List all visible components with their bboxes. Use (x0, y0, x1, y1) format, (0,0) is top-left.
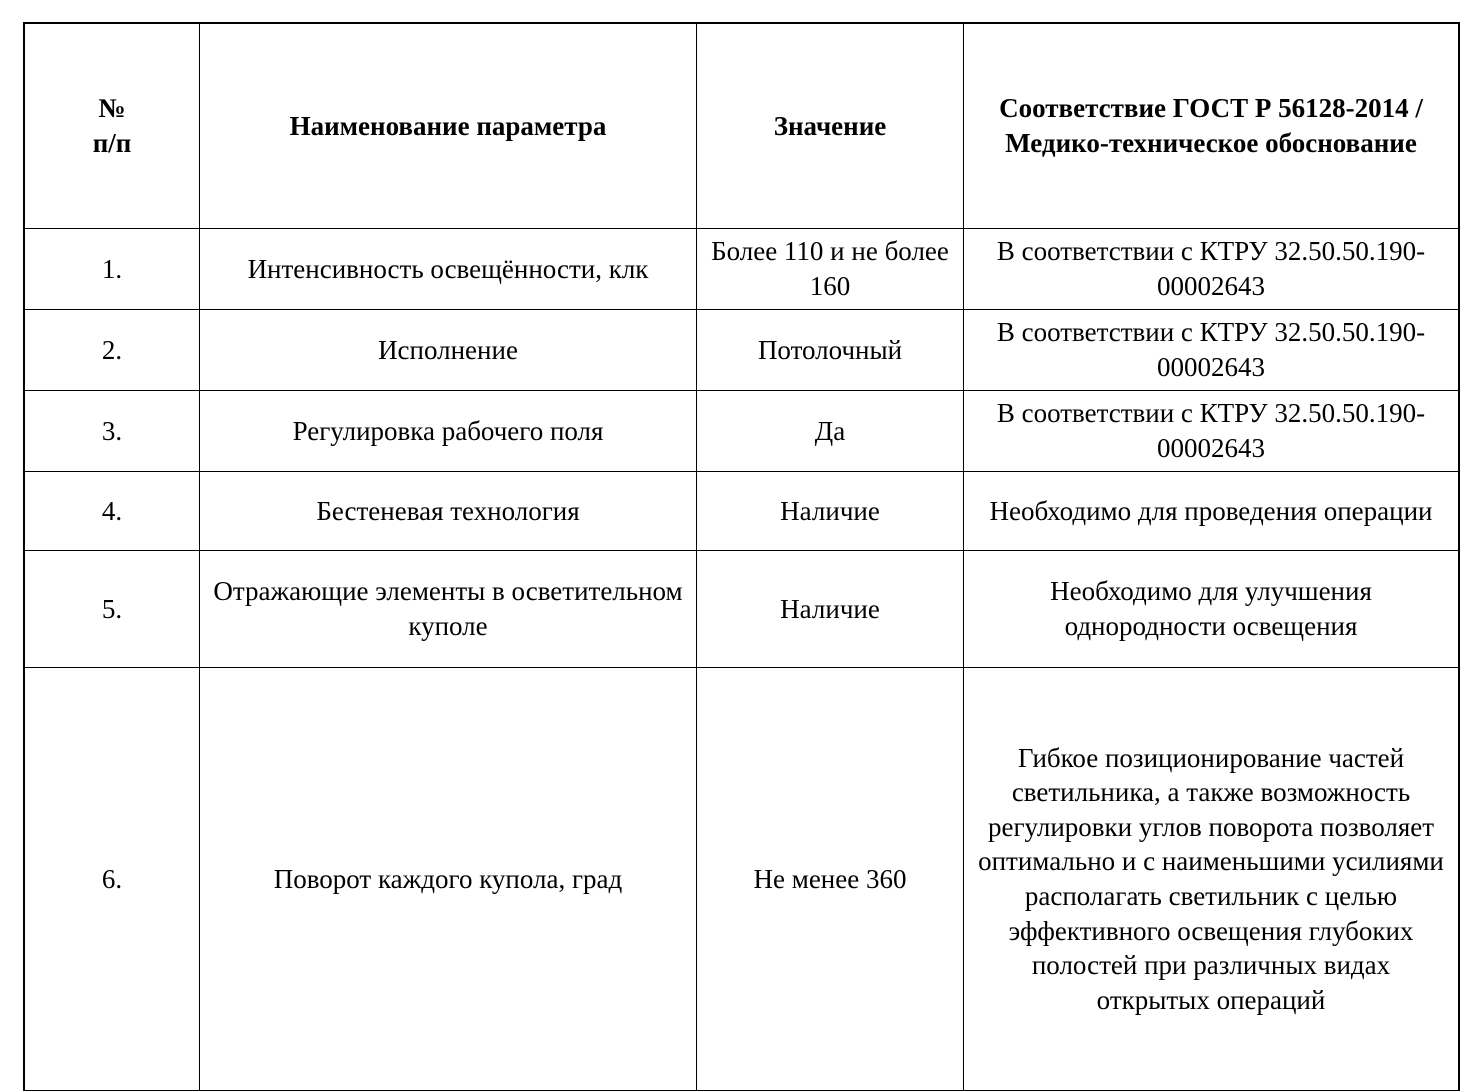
column-header-value: Значение (697, 24, 964, 229)
column-header-number-line1: № (98, 93, 126, 124)
column-header-number-line2: п/п (92, 128, 132, 158)
parameter-value: Да (697, 391, 964, 472)
parameter-value: Более 110 и не более 160 (697, 229, 964, 310)
row-number: 4. (25, 472, 200, 551)
parameter-justification: В соответствии с КТРУ 32.50.50.190-00002643 (964, 229, 1459, 310)
column-header-justification: Соответствие ГОСТ Р 56128-2014 / Медико-техническое обоснование (964, 24, 1459, 229)
parameter-value: Наличие (697, 472, 964, 551)
table-row (25, 551, 1459, 668)
parameter-value: Не менее 360 (697, 668, 964, 1091)
parameter-value: Потолочный (697, 310, 964, 391)
column-header-number (25, 24, 200, 229)
table-row (25, 668, 1459, 1091)
parameter-name: Исполнение (200, 310, 697, 391)
column-header-parameter-name: Наименование параметра (200, 24, 697, 229)
row-number: 2. (25, 310, 200, 391)
parameter-justification: Гибкое позиционирование частей светильника, а также возможность регулировки углов поворота позволяет оптимально и с наименьшими усилиями располагать светильник с целью эффективного освещения глубоких полостей при различных видах открытых операций (964, 668, 1459, 1091)
table-row (25, 229, 1459, 310)
row-number: 6. (25, 668, 200, 1091)
table-row (25, 310, 1459, 391)
parameter-name: Отражающие элементы в осветительном куполе (200, 551, 697, 668)
row-number: 1. (25, 229, 200, 310)
parameter-name: Бестеневая технология (200, 472, 697, 551)
specification-table (24, 23, 1459, 1091)
table-row (25, 391, 1459, 472)
row-number: 5. (25, 551, 200, 668)
table-body (25, 229, 1459, 1091)
table-row (25, 472, 1459, 551)
table-header (25, 24, 1459, 229)
header-row (25, 24, 1459, 229)
parameter-justification: В соответствии с КТРУ 32.50.50.190-00002643 (964, 391, 1459, 472)
parameter-value: Наличие (697, 551, 964, 668)
parameter-justification: Необходимо для улучшения однородности освещения (964, 551, 1459, 668)
parameter-justification: Необходимо для проведения операции (964, 472, 1459, 551)
parameter-justification: В соответствии с КТРУ 32.50.50.190-00002643 (964, 310, 1459, 391)
parameter-name: Поворот каждого купола, град (200, 668, 697, 1091)
row-number: 3. (25, 391, 200, 472)
parameter-name: Интенсивность освещённости, клк (200, 229, 697, 310)
parameter-name: Регулировка рабочего поля (200, 391, 697, 472)
